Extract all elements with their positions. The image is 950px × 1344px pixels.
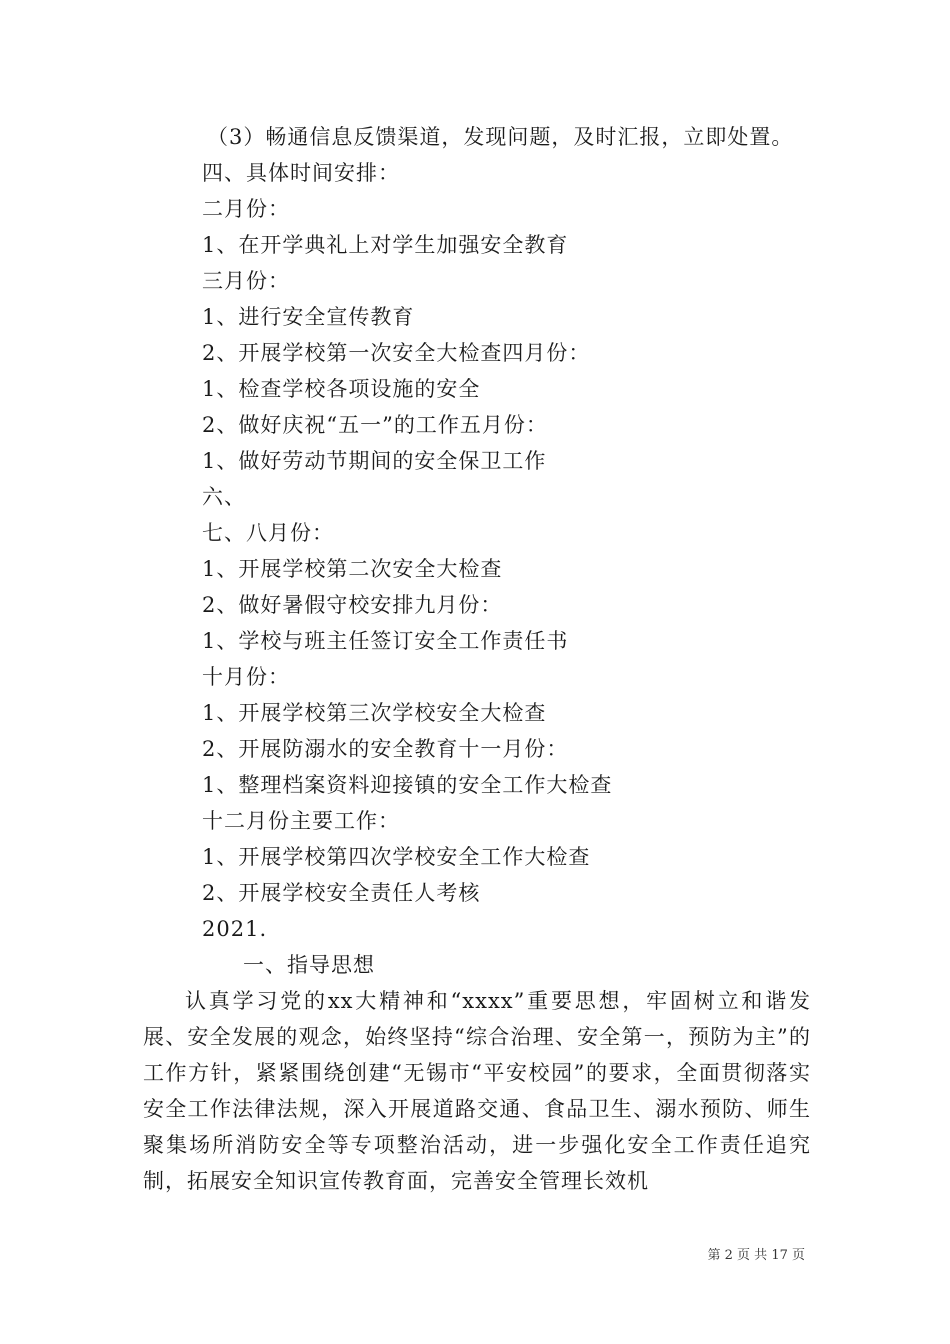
text-line: 2、开展学校安全责任人考核 [202, 881, 481, 905]
text-line: 1、学校与班主任签订安全工作责任书 [202, 629, 569, 653]
text-line: 2、开展学校第一次安全大检查四月份： [202, 341, 591, 365]
text-line: 七、八月份： [202, 521, 334, 545]
text-line: 1、开展学校第四次学校安全工作大检查 [202, 845, 591, 869]
text-line: 1、进行安全宣传教育 [202, 305, 415, 329]
text-line: 1、整理档案资料迎接镇的安全工作大检查 [202, 773, 613, 797]
body-paragraph: 认真学习党的xx大精神和“xxxx”重要思想，牢固树立和谐发展、安全发展的观念，始终坚持“综合治理、安全第一，预防为主”的工作方针，紧紧围绕创建“无锡市“平安校园”的要求，全面贯彻落实安全工作法律法规，深入开展道路交通、食品卫生、溺水预防、师生聚集场所消防安全等专项整治活动，进一步强化安全工作责任追究制，拓展安全知识宣传教育面，完善安全管理长效机 [143, 989, 811, 1193]
text-line: 1、检查学校各项设施的安全 [202, 377, 481, 401]
text-line: 1、做好劳动节期间的安全保卫工作 [202, 449, 547, 473]
page-number-footer: 第 2 页 共 17 页 [707, 1248, 805, 1263]
text-line: 十月份： [202, 665, 290, 689]
text-line: 1、在开学典礼上对学生加强安全教育 [202, 233, 569, 257]
text-line: 三月份： [202, 269, 290, 293]
text-line: 2、做好暑假守校安排九月份： [202, 593, 503, 617]
text-line: 2、开展防溺水的安全教育十一月份： [202, 737, 569, 761]
text-line: 1、开展学校第三次学校安全大检查 [202, 701, 547, 725]
text-line: 四、具体时间安排： [202, 161, 400, 185]
text-line: 二月份： [202, 197, 290, 221]
text-line: （3）畅通信息反馈渠道，发现问题，及时汇报，立即处置。 [207, 125, 794, 149]
text-line: 1、开展学校第二次安全大检查 [202, 557, 503, 581]
text-line: 2、做好庆祝“五一”的工作五月份： [202, 413, 548, 437]
section-heading: 一、指导思想 [243, 953, 375, 977]
text-line: 六、 [202, 485, 246, 509]
text-line: 2021. [202, 917, 268, 941]
text-line: 十二月份主要工作： [202, 809, 400, 833]
